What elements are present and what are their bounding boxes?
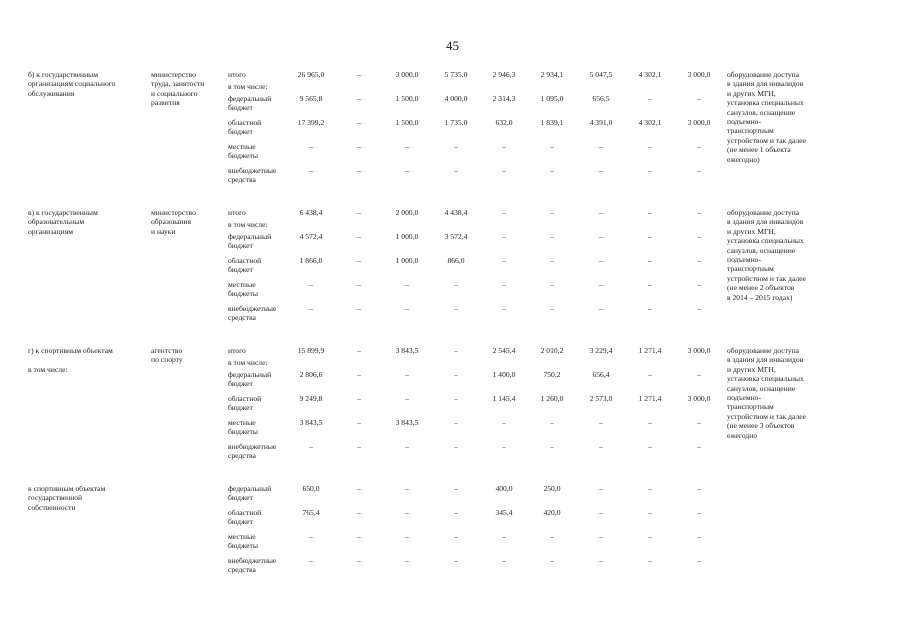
measure-description-line: устройством и так далее [727, 135, 806, 145]
amount-cell: 1 839,1 [540, 118, 564, 127]
amount-cell: – [697, 232, 701, 241]
section-title [28, 346, 113, 374]
amount-cell: – [309, 556, 313, 565]
funding-source [228, 166, 276, 185]
funding-source [228, 556, 276, 575]
executor-line: и социального [151, 88, 198, 98]
amount-cell: 1 145,4 [492, 394, 516, 403]
funding-source [228, 304, 276, 323]
amount-cell: – [454, 166, 458, 175]
amount-cell: – [697, 304, 701, 313]
measure-description [727, 70, 806, 164]
funding-source [228, 418, 258, 437]
amount-cell: 250,0 [543, 484, 561, 493]
funding-source [228, 220, 268, 229]
amount-cell: – [405, 304, 409, 313]
section-title-line: обслуживания [28, 88, 75, 98]
measure-description-line: установка специальных [727, 236, 804, 246]
amount-cell: – [454, 304, 458, 313]
amount-cell: 4 302,1 [638, 118, 662, 127]
measure-description-line: и других МГН, [727, 364, 776, 374]
amount-cell: – [697, 508, 701, 517]
measure-description-line: устройством и так далее [727, 411, 806, 421]
amount-cell: – [648, 142, 652, 151]
measure-description-line: и других МГН, [727, 226, 776, 236]
funding-source-line: областной [228, 118, 262, 127]
amount-cell: – [502, 418, 506, 427]
section-title [28, 208, 98, 236]
amount-cell: – [309, 166, 313, 175]
funding-source-line: средства [228, 565, 256, 575]
funding-source-line: бюджеты [228, 541, 258, 551]
amount-cell: – [405, 508, 409, 517]
executor [151, 208, 196, 236]
funding-source-line: бюджеты [228, 289, 258, 299]
amount-cell: – [648, 442, 652, 451]
amount-cell: 632,0 [495, 118, 513, 127]
amount-cell: 2 946,3 [492, 70, 516, 79]
measure-description-line: ежегодно) [727, 154, 760, 164]
funding-source [228, 346, 246, 355]
amount-cell: – [502, 256, 506, 265]
measure-description-line: ежегодно [727, 430, 758, 440]
amount-cell: 5 735,0 [444, 70, 468, 79]
funding-source-line: в том числе: [228, 220, 268, 229]
amount-cell: – [357, 280, 361, 289]
measure-description-line: установка специальных [727, 374, 804, 384]
measure-description-line: санузлов, оснащение [727, 107, 796, 117]
executor [151, 70, 204, 108]
amount-cell: – [550, 256, 554, 265]
amount-cell: 15 899,9 [297, 346, 325, 355]
amount-cell: 4 438,4 [444, 208, 468, 217]
amount-cell: – [454, 442, 458, 451]
amount-cell: – [648, 304, 652, 313]
amount-cell: 5 047,5 [589, 70, 613, 79]
measure-description-line: (не менее 2 объектов [727, 283, 795, 293]
funding-source-line: средства [228, 313, 256, 323]
section-title-line [28, 355, 113, 364]
funding-source-line: бюджет [228, 517, 253, 527]
section-title-line: б) к государственным [28, 70, 99, 79]
measure-description-line: в 2014 – 2015 годах) [727, 292, 793, 302]
amount-cell: – [550, 280, 554, 289]
amount-cell: 765,4 [302, 508, 320, 517]
executor-line: развития [151, 98, 180, 108]
amount-cell: 1 000,0 [395, 232, 419, 241]
amount-cell: – [550, 142, 554, 151]
section-title-line: собственности [28, 502, 76, 512]
amount-cell: – [454, 394, 458, 403]
amount-cell: 1 000,0 [395, 256, 419, 265]
funding-source-line: областной [228, 394, 262, 403]
executor-line: министерство [151, 208, 196, 217]
amount-cell: – [599, 442, 603, 451]
amount-cell: 3 000,0 [687, 346, 711, 355]
measure-description-line: и других МГН, [727, 88, 776, 98]
amount-cell: – [599, 232, 603, 241]
funding-source-line: федеральный [228, 232, 272, 241]
amount-cell: – [357, 94, 361, 103]
amount-cell: – [405, 556, 409, 565]
section-title [28, 484, 105, 512]
amount-cell: 3 229,4 [589, 346, 613, 355]
funding-source [228, 484, 271, 503]
amount-cell: 400,0 [495, 484, 513, 493]
amount-cell: 4 000,0 [444, 94, 468, 103]
section-title-line: к спортивным объектам [28, 484, 106, 493]
amount-cell: – [599, 556, 603, 565]
executor-line: агентство [151, 346, 183, 355]
amount-cell: – [648, 94, 652, 103]
measure-description-line: в здания для инвалидов [727, 217, 804, 227]
amount-cell: – [405, 532, 409, 541]
measure-description-line: оборудование доступа [727, 208, 800, 217]
amount-cell: – [454, 370, 458, 379]
funding-source [228, 82, 268, 91]
amount-cell: – [405, 280, 409, 289]
amount-cell: 1 866,0 [299, 256, 323, 265]
measure-description-line: установка специальных [727, 98, 804, 108]
executor [151, 346, 183, 365]
amount-cell: – [502, 208, 506, 217]
amount-cell: – [697, 256, 701, 265]
amount-cell: 26 965,0 [297, 70, 325, 79]
amount-cell: – [648, 208, 652, 217]
amount-cell: – [648, 532, 652, 541]
amount-cell: 2 010,2 [540, 346, 564, 355]
measure-description-line: транспортным [727, 402, 774, 412]
funding-source [228, 142, 258, 161]
amount-cell: – [357, 166, 361, 175]
funding-source [228, 232, 271, 251]
amount-cell: 1 271,4 [638, 346, 662, 355]
funding-source-line: бюджет [228, 379, 253, 389]
amount-cell: – [502, 280, 506, 289]
amount-cell: 866,0 [447, 256, 465, 265]
amount-cell: 2 314,3 [492, 94, 516, 103]
amount-cell: – [648, 166, 652, 175]
amount-cell: 4 302,1 [638, 70, 662, 79]
measure-description [727, 208, 806, 302]
measure-description [727, 346, 806, 440]
funding-source-line: средства [228, 451, 256, 461]
executor-line: министерство [151, 70, 196, 79]
amount-cell: – [550, 418, 554, 427]
amount-cell: – [502, 142, 506, 151]
funding-source-line: федеральный [228, 484, 272, 493]
amount-cell: – [454, 508, 458, 517]
funding-source [228, 94, 271, 113]
funding-source [228, 280, 258, 299]
amount-cell: – [599, 142, 603, 151]
amount-cell: – [309, 532, 313, 541]
amount-cell: – [502, 304, 506, 313]
funding-source-line: местные [228, 280, 256, 289]
funding-source-line: внебюджетные [228, 442, 277, 451]
amount-cell: 3 000,0 [395, 70, 419, 79]
measure-description-line: устройством и так далее [727, 273, 806, 283]
amount-cell: – [357, 256, 361, 265]
measure-description-line: оборудование доступа [727, 346, 800, 355]
amount-cell: – [502, 532, 506, 541]
amount-cell: 3 000,0 [687, 118, 711, 127]
amount-cell: – [599, 508, 603, 517]
amount-cell: – [357, 118, 361, 127]
amount-cell: – [599, 208, 603, 217]
section-title [28, 70, 115, 98]
amount-cell: – [357, 142, 361, 151]
amount-cell: 1 735,0 [444, 118, 468, 127]
amount-cell: – [405, 166, 409, 175]
amount-cell: – [550, 208, 554, 217]
amount-cell: 4 572,4 [299, 232, 323, 241]
amount-cell: 17 399,2 [297, 118, 325, 127]
funding-source-line: итого [228, 208, 246, 217]
executor-line: образования [151, 217, 192, 227]
amount-cell: – [357, 418, 361, 427]
funding-source-line: в том числе: [228, 358, 268, 367]
amount-cell: – [357, 370, 361, 379]
amount-cell: 1 500,0 [395, 94, 419, 103]
amount-cell: – [697, 442, 701, 451]
amount-cell: – [648, 370, 652, 379]
amount-cell: – [599, 166, 603, 175]
amount-cell: 3 843,5 [299, 418, 323, 427]
funding-source [228, 208, 246, 217]
amount-cell: – [550, 442, 554, 451]
amount-cell: 1 271,4 [638, 394, 662, 403]
amount-cell: – [599, 304, 603, 313]
funding-source [228, 532, 258, 551]
amount-cell: 1 095,0 [540, 94, 564, 103]
amount-cell: – [405, 394, 409, 403]
amount-cell: – [648, 232, 652, 241]
amount-cell: – [405, 484, 409, 493]
funding-source-line: бюджет [228, 103, 253, 113]
measure-description-line: подъемно- [727, 255, 761, 265]
amount-cell: 2 806,6 [299, 370, 323, 379]
amount-cell: – [357, 484, 361, 493]
funding-source-line: бюджет [228, 403, 253, 413]
funding-source-line: местные [228, 418, 256, 427]
funding-source [228, 358, 268, 367]
amount-cell: 420,0 [543, 508, 561, 517]
funding-source [228, 508, 261, 527]
measure-description-line: транспортным [727, 264, 774, 274]
amount-cell: – [648, 256, 652, 265]
measure-description-line: в здания для инвалидов [727, 355, 804, 365]
section-title-line: в) к государственным [28, 208, 98, 217]
amount-cell: 345,4 [495, 508, 513, 517]
amount-cell: – [697, 556, 701, 565]
amount-cell: 3 843,5 [395, 346, 419, 355]
amount-cell: – [502, 232, 506, 241]
funding-source-line: местные [228, 532, 256, 541]
amount-cell: – [697, 484, 701, 493]
amount-cell: – [405, 142, 409, 151]
amount-cell: 4 391,0 [589, 118, 613, 127]
section-title-line: государственной [28, 493, 83, 503]
amount-cell: – [697, 370, 701, 379]
funding-source [228, 442, 276, 461]
funding-source-line: бюджеты [228, 151, 258, 161]
amount-cell: – [648, 508, 652, 517]
amount-cell: – [357, 70, 361, 79]
measure-description-line: санузлов, оснащение [727, 245, 796, 255]
amount-cell: 3 000,0 [687, 394, 711, 403]
funding-source-line: областной [228, 256, 262, 265]
funding-source-line: бюджет [228, 493, 253, 503]
amount-cell: – [648, 484, 652, 493]
amount-cell: 656,5 [592, 94, 610, 103]
funding-source [228, 256, 261, 275]
measure-description-line: (не менее 1 объекта [727, 145, 791, 155]
amount-cell: – [309, 280, 313, 289]
amount-cell: – [357, 304, 361, 313]
executor-line: по спорту [151, 355, 183, 365]
amount-cell: 3 843,5 [395, 418, 419, 427]
funding-source-line: бюджет [228, 265, 253, 275]
funding-source [228, 70, 246, 79]
amount-cell: – [309, 142, 313, 151]
amount-cell: 3 000,0 [687, 70, 711, 79]
executor-line: и науки [151, 226, 176, 236]
funding-source-line: в том числе: [228, 82, 268, 91]
amount-cell: – [454, 280, 458, 289]
amount-cell: – [502, 442, 506, 451]
amount-cell: – [648, 280, 652, 289]
amount-cell: 6 438,4 [299, 208, 323, 217]
measure-description-line: в здания для инвалидов [727, 79, 804, 89]
amount-cell: 2 545,4 [492, 346, 516, 355]
amount-cell: 9 565,8 [299, 94, 323, 103]
amount-cell: – [357, 232, 361, 241]
measure-description-line: подъемно- [727, 393, 761, 403]
funding-source-line: местные [228, 142, 256, 151]
amount-cell: – [550, 232, 554, 241]
funding-source-line: средства [228, 175, 256, 185]
amount-cell: – [309, 442, 313, 451]
funding-source [228, 118, 261, 137]
funding-source-line: внебюджетные [228, 304, 277, 313]
amount-cell: 2 000,0 [395, 208, 419, 217]
amount-cell: – [454, 556, 458, 565]
amount-cell: – [697, 280, 701, 289]
measure-description-line: транспортным [727, 126, 774, 136]
amount-cell: – [454, 346, 458, 355]
funding-source-line: итого [228, 346, 246, 355]
amount-cell: – [697, 208, 701, 217]
amount-cell: 1 500,0 [395, 118, 419, 127]
funding-source [228, 394, 261, 413]
amount-cell: 2 934,1 [540, 70, 564, 79]
section-title-line: организациям [28, 226, 74, 236]
amount-cell: – [357, 394, 361, 403]
amount-cell: – [648, 418, 652, 427]
amount-cell: – [550, 532, 554, 541]
amount-cell: 1 260,0 [540, 394, 564, 403]
amount-cell: – [357, 346, 361, 355]
amount-cell: 750,2 [543, 370, 561, 379]
page-number: 45 [446, 38, 459, 53]
amount-cell: – [599, 532, 603, 541]
amount-cell: 656,4 [592, 370, 610, 379]
amount-cell: – [697, 532, 701, 541]
funding-source-line: федеральный [228, 370, 272, 379]
funding-source [228, 370, 271, 389]
amount-cell: 2 573,0 [589, 394, 613, 403]
amount-cell: – [357, 208, 361, 217]
amount-cell: – [599, 280, 603, 289]
funding-source-line: бюджеты [228, 427, 258, 437]
amount-cell: – [599, 418, 603, 427]
amount-cell: – [648, 556, 652, 565]
measure-description-line: оборудование доступа [727, 70, 800, 79]
funding-source-line: внебюджетные [228, 166, 277, 175]
amount-cell: – [454, 484, 458, 493]
amount-cell: – [357, 532, 361, 541]
amount-cell: – [697, 142, 701, 151]
executor-line: труда, занятости [151, 79, 205, 89]
amount-cell: – [357, 442, 361, 451]
measure-description-line: (не менее 3 объектов [727, 421, 795, 431]
funding-source-line: бюджет [228, 127, 253, 137]
amount-cell: – [405, 442, 409, 451]
amount-cell: – [697, 418, 701, 427]
amount-cell: – [357, 556, 361, 565]
amount-cell: – [599, 484, 603, 493]
amount-cell: – [309, 304, 313, 313]
section-title-line: образовательным [28, 217, 85, 227]
section-title-line: г) к спортивным объектам [28, 346, 113, 355]
amount-cell: – [550, 556, 554, 565]
amount-cell: – [599, 256, 603, 265]
funding-source-line: бюджет [228, 241, 253, 251]
measure-description-line: санузлов, оснащение [727, 383, 796, 393]
amount-cell: – [502, 166, 506, 175]
amount-cell: – [357, 508, 361, 517]
amount-cell: 650,0 [302, 484, 320, 493]
amount-cell: – [454, 418, 458, 427]
section-title-line: организациям социального [28, 79, 116, 89]
amount-cell: – [550, 166, 554, 175]
amount-cell: 9 249,8 [299, 394, 323, 403]
funding-source-line: областной [228, 508, 262, 517]
amount-cell: – [550, 304, 554, 313]
amount-cell: – [405, 370, 409, 379]
amount-cell: 3 572,4 [444, 232, 468, 241]
funding-source-line: внебюджетные [228, 556, 277, 565]
amount-cell: – [454, 142, 458, 151]
section-title-line: в том числе: [28, 364, 68, 374]
amount-cell: – [697, 94, 701, 103]
amount-cell: – [454, 532, 458, 541]
amount-cell: 1 400,0 [492, 370, 516, 379]
measure-description-line: подъемно- [727, 117, 761, 127]
amount-cell: – [697, 166, 701, 175]
funding-source-line: федеральный [228, 94, 272, 103]
amount-cell: – [502, 556, 506, 565]
funding-source-line: итого [228, 70, 246, 79]
